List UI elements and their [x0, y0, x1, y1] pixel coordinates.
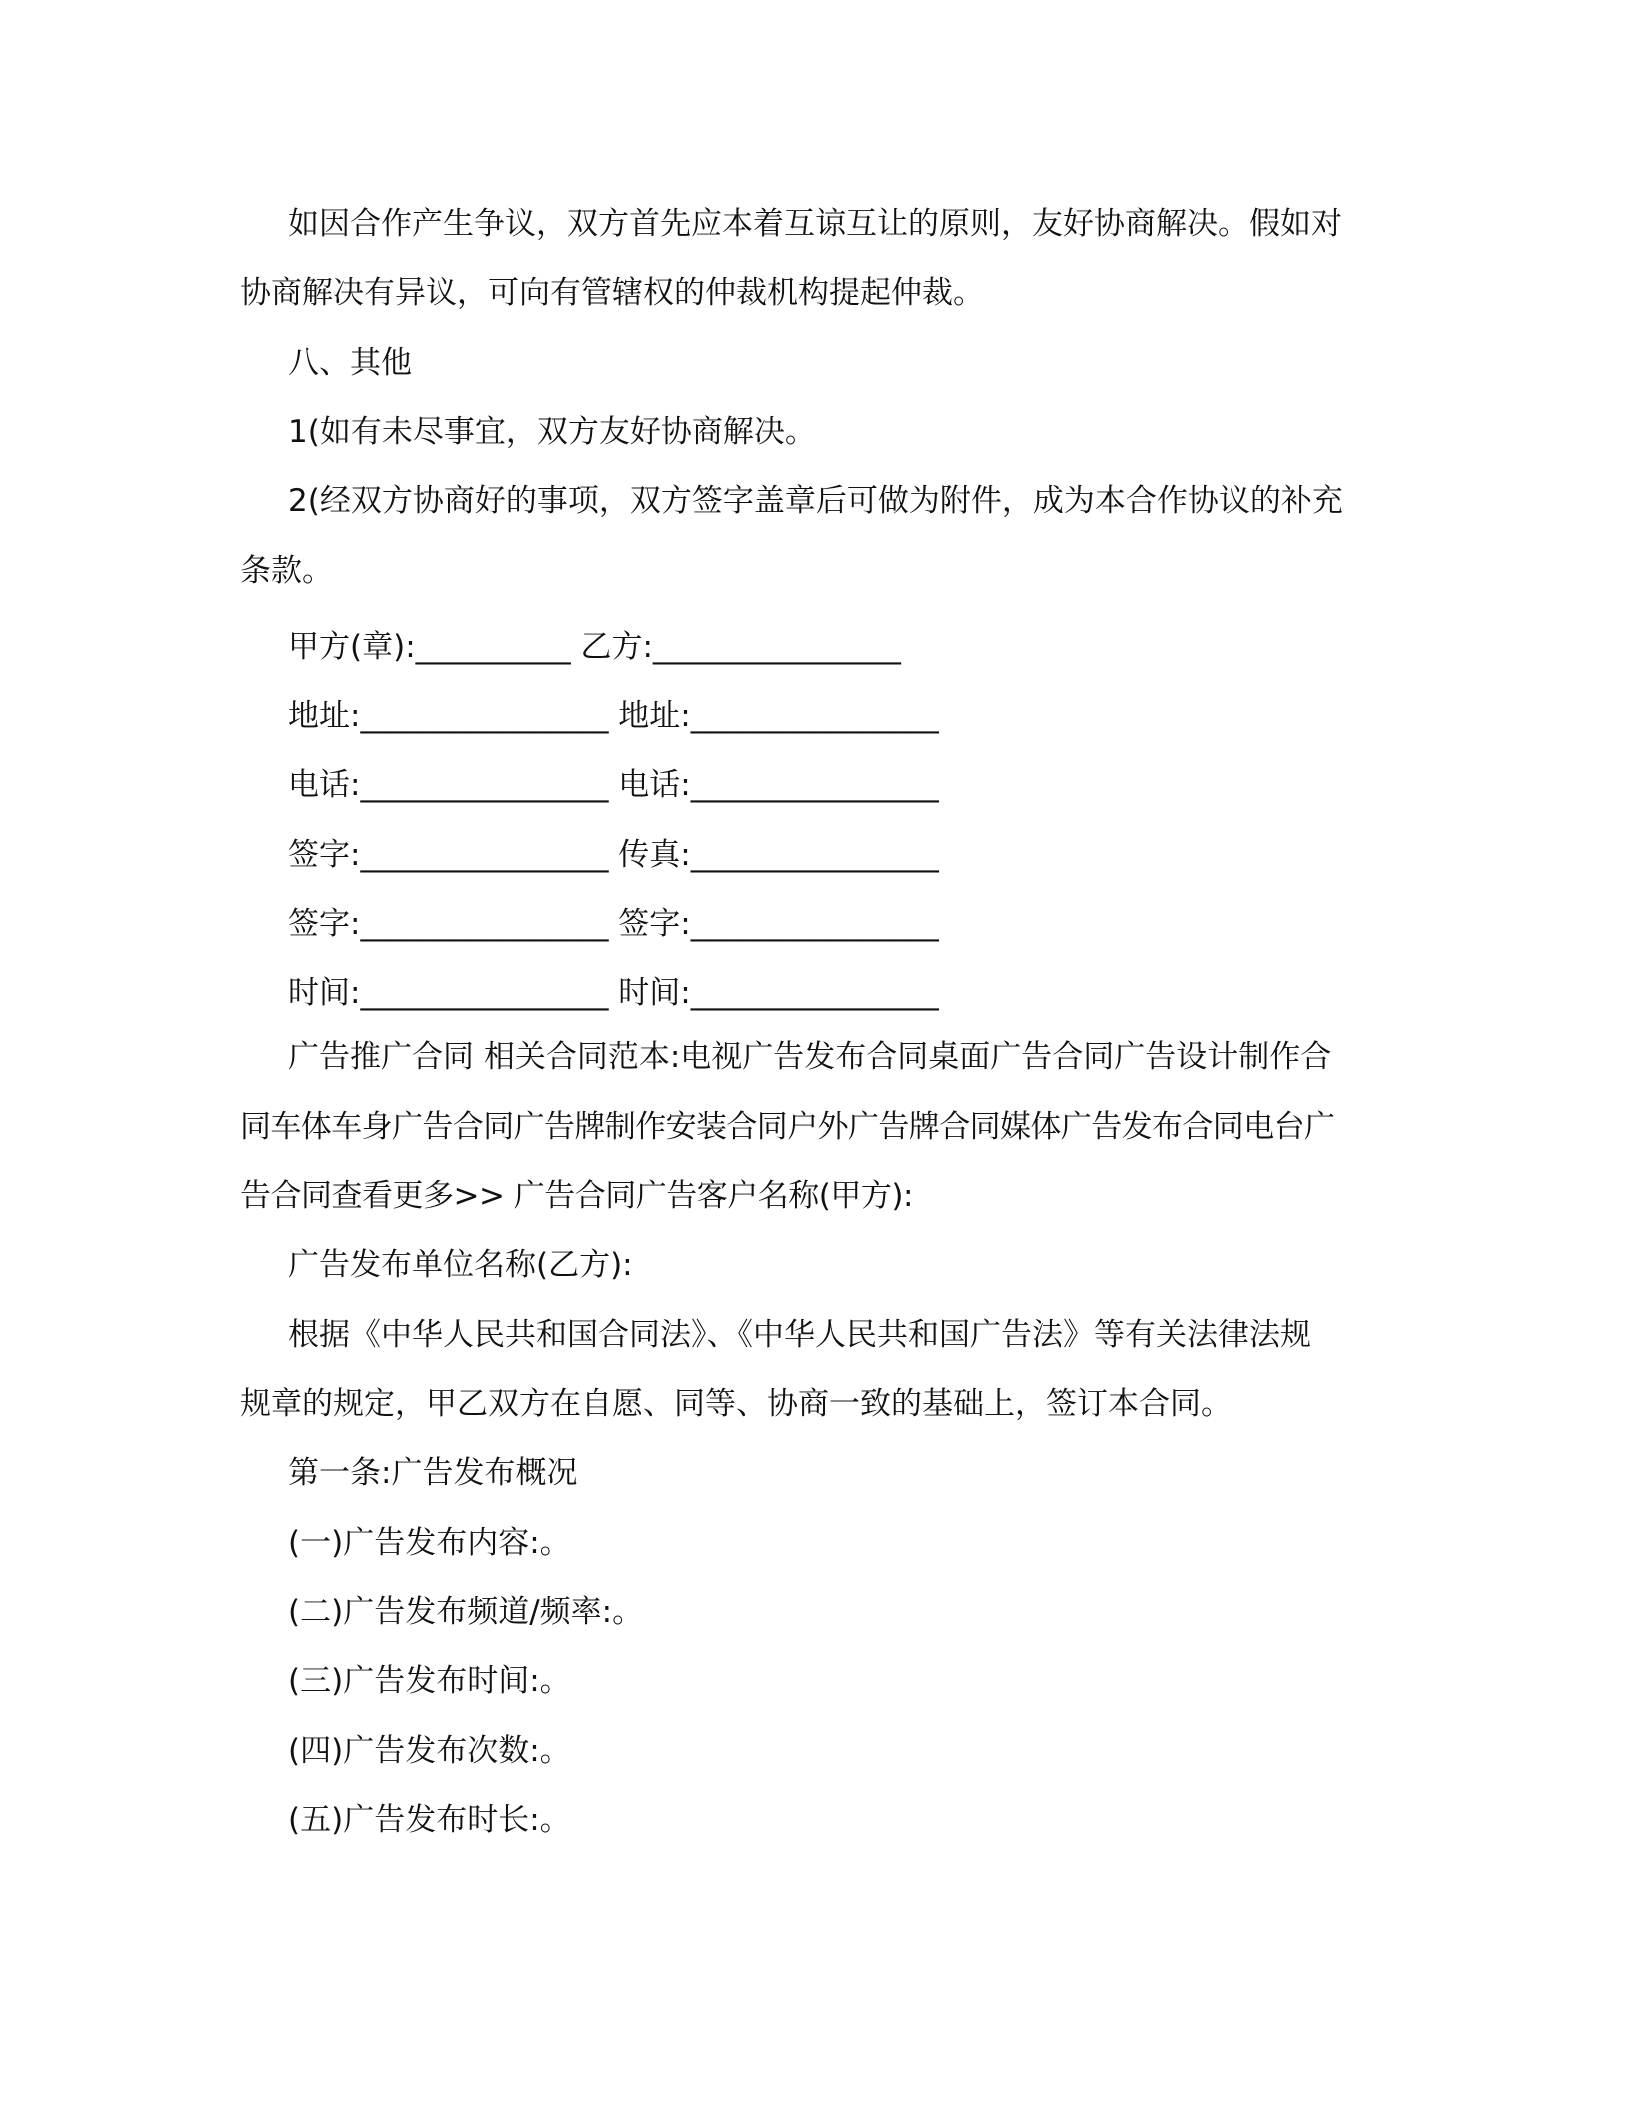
text-line: (一)广告发布内容:。	[288, 1524, 571, 1561]
text-line: 第一条:广告发布概况	[288, 1455, 578, 1492]
text-line: (三)广告发布时间:。	[288, 1663, 571, 1700]
text-line: (二)广告发布频道/频率:。	[288, 1593, 644, 1630]
text-line: 八、其他	[288, 344, 412, 381]
text-line: 2(经双方协商好的事项，双方签字盖章后可做为附件，成为本合作协议的补充	[288, 483, 1343, 520]
text-line: 甲方(章):__________ 乙方:________________	[288, 628, 901, 665]
text-line: 规章的规定，甲乙双方在自愿、同等、协商一致的基础上，签订本合同。	[240, 1385, 1232, 1422]
text-line: 协商解决有异议，可向有管辖权的仲裁机构提起仲裁。	[240, 275, 984, 312]
text-line: 根据《中华人民共和国合同法》、《中华人民共和国广告法》等有关法律法规	[288, 1316, 1311, 1353]
text-line: 条款。	[240, 552, 333, 589]
text-line: 地址:________________ 地址:________________	[288, 697, 939, 734]
text-line: 广告推广合同 相关合同范本:电视广告发布合同桌面广告合同广告设计制作合	[288, 1039, 1332, 1076]
text-line: 同车体车身广告合同广告牌制作安装合同户外广告牌合同媒体广告发布合同电台广	[240, 1108, 1335, 1145]
text-line: 时间:________________ 时间:________________	[288, 975, 939, 1012]
text-line: 告合同查看更多>> 广告合同广告客户名称(甲方):	[240, 1177, 913, 1214]
text-line: 如因合作产生争议，双方首先应本着互谅互让的原则，友好协商解决。假如对	[288, 205, 1342, 242]
text-line: 1(如有未尽事宜，双方友好协商解决。	[288, 413, 816, 450]
text-line: (四)广告发布次数:。	[288, 1732, 571, 1769]
text-line: 签字:________________ 传真:________________	[288, 836, 939, 873]
text-line: 签字:________________ 签字:________________	[288, 905, 939, 942]
text-line: (五)广告发布时长:。	[288, 1801, 571, 1838]
text-line: 电话:________________ 电话:________________	[288, 767, 939, 804]
text-line: 广告发布单位名称(乙方):	[288, 1247, 633, 1284]
